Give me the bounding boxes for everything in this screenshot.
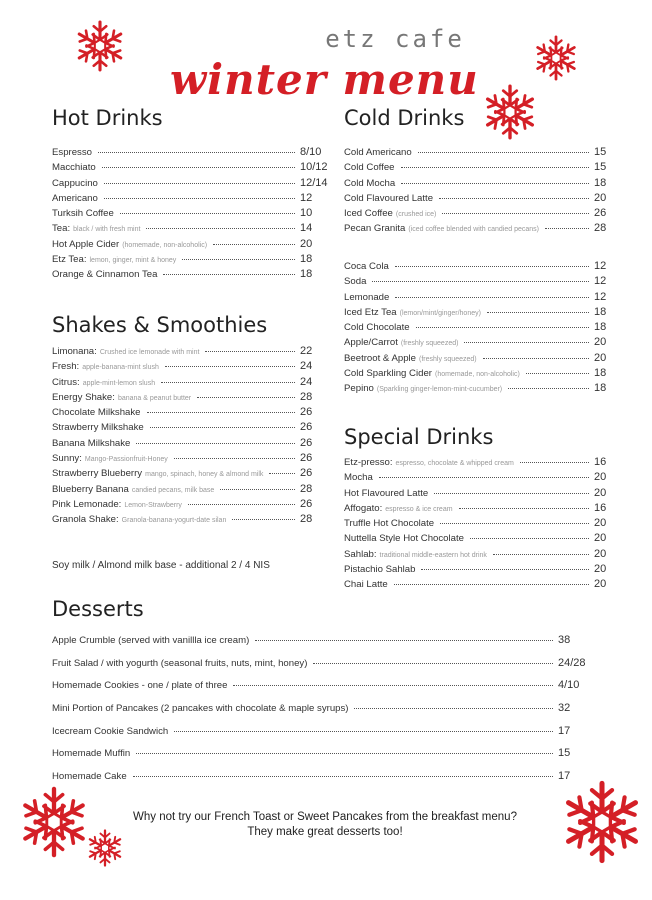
item-price: 24 (300, 360, 313, 373)
dotted-leader (470, 538, 589, 539)
item-name: Chocolate Milkshake (52, 407, 141, 419)
item-note: apple-mint-lemon slush (82, 379, 156, 387)
menu-item (344, 177, 618, 192)
item-name: Blueberry Banana (52, 483, 129, 495)
item-name: Pink Lemonade: (52, 498, 122, 510)
item-price: 14 (300, 222, 313, 235)
dotted-leader (313, 663, 553, 664)
item-name: Etz-presso: (344, 457, 393, 468)
item-note: Mango-Passionfruit-Honey (84, 456, 168, 464)
menu-item (52, 360, 324, 375)
item-price: 26 (300, 421, 313, 434)
menu-item (344, 382, 618, 397)
menu-item (52, 192, 324, 207)
special-drinks-heading: Special Drinks (344, 425, 494, 449)
menu-item (344, 487, 618, 502)
item-price: 20 (594, 486, 607, 499)
menu-item (344, 532, 618, 547)
item-name: Mocha (344, 472, 373, 484)
dotted-leader (120, 213, 295, 214)
item-note: (homemade, non-alcoholic) (434, 371, 520, 379)
item-name: Cold Mocha (344, 177, 396, 189)
item-note: banana & peanut butter (117, 394, 192, 402)
item-name: Pistachio Sahlab (344, 564, 416, 576)
item-note: apple-banana-mint slush (82, 364, 159, 372)
item-price: 15 (558, 747, 571, 760)
dotted-leader (146, 228, 295, 229)
dotted-leader (150, 427, 295, 428)
dotted-leader (232, 519, 295, 520)
menu-title: winter menu (170, 55, 479, 104)
menu-item (344, 367, 618, 382)
item-name: Coca Cola (344, 261, 389, 272)
dotted-leader (545, 228, 589, 229)
item-price: 12/14 (300, 176, 328, 189)
item-name: Pecan Granita (344, 223, 406, 235)
hot-drinks-heading: Hot Drinks (52, 106, 163, 130)
item-name: Etz Tea: (52, 254, 87, 266)
dotted-leader (205, 351, 295, 352)
menu-item (344, 502, 618, 517)
dotted-leader (102, 167, 295, 168)
menu-item (52, 268, 324, 283)
dotted-leader (161, 382, 295, 383)
menu-item (52, 437, 324, 452)
menu-item (344, 517, 618, 532)
milk-footnote: Soy milk / Almond milk base - additional 2 / 4 NIS (52, 560, 270, 571)
item-name: Homemade Cake (52, 771, 127, 783)
menu-item (52, 498, 324, 513)
item-price: 12 (594, 290, 607, 303)
item-note: Granola-banana-yogurt-date silan (121, 517, 227, 525)
dotted-leader (394, 584, 589, 585)
item-name: Lemonade (344, 291, 390, 303)
item-name: Fruit Salad / with yogurth (seasonal fruits, nuts, mint, honey) (52, 657, 308, 669)
item-price: 20 (594, 563, 607, 576)
item-price: 20 (594, 351, 607, 364)
menu-item (52, 483, 324, 498)
item-price: 20 (300, 237, 313, 250)
item-name: Orange & Cinnamon Tea (52, 269, 158, 281)
dotted-leader (255, 640, 553, 641)
item-name: Americano (52, 192, 98, 204)
menu-item (52, 376, 324, 391)
item-price: 12 (594, 275, 607, 288)
item-name: Affogato: (344, 502, 383, 514)
item-name: Mini Portion of Pancakes (2 pancakes with chocolate & maple syrups) (52, 703, 349, 715)
dotted-leader (220, 489, 295, 490)
dotted-leader (372, 281, 589, 282)
dotted-leader (464, 342, 589, 343)
item-price: 26 (300, 406, 313, 419)
snowflake-icon (482, 84, 538, 140)
item-price: 18 (594, 382, 607, 395)
menu-item (52, 391, 324, 406)
dotted-leader (104, 183, 295, 184)
menu-item (344, 456, 618, 471)
dotted-leader (459, 508, 589, 509)
item-price: 18 (300, 253, 313, 266)
dotted-leader (421, 569, 589, 570)
item-name: Citrus: (52, 376, 80, 388)
item-price: 15 (594, 161, 607, 174)
item-name: Hot Apple Cider (52, 238, 120, 250)
item-price: 32 (558, 702, 571, 715)
dotted-leader (182, 259, 295, 260)
cafe-name: etz cafe (325, 25, 465, 53)
item-name: Truffle Hot Chocolate (344, 518, 435, 530)
dotted-leader (440, 523, 589, 524)
item-name: Beetroot & Apple (344, 352, 417, 364)
menu-item (52, 679, 592, 702)
item-name: Macchiato (52, 162, 96, 174)
item-price: 17 (558, 724, 571, 737)
item-name: Nuttella Style Hot Chocolate (344, 533, 464, 545)
dotted-leader (98, 152, 295, 153)
item-price: 20 (594, 532, 607, 545)
snowflake-icon (74, 20, 126, 72)
menu-item (344, 207, 618, 222)
menu-item (52, 725, 592, 748)
dotted-leader (163, 274, 295, 275)
item-price: 18 (594, 176, 607, 189)
menu-item (52, 176, 328, 192)
item-price: 26 (594, 207, 607, 220)
item-note: (lemon/mint/ginger/honey) (399, 309, 481, 317)
item-price: 20 (594, 547, 607, 560)
item-note: (iced coffee blended with candied pecans) (408, 226, 539, 234)
item-name: Cold Chocolate (344, 322, 410, 334)
menu-item (52, 345, 324, 360)
menu-item (344, 192, 618, 207)
item-price: 28 (300, 513, 313, 526)
item-note: espresso & ice cream (385, 505, 453, 513)
dotted-leader (508, 388, 589, 389)
shakes-list (52, 345, 324, 529)
menu-item (344, 146, 618, 161)
item-price: 28 (300, 482, 313, 495)
shakes-heading: Shakes & Smoothies (52, 313, 268, 337)
item-price: 12 (300, 191, 313, 204)
item-note: lemon, ginger, mint & honey (89, 257, 177, 265)
item-name: Sahlab: (344, 548, 377, 560)
item-price: 18 (594, 305, 607, 318)
menu-item (52, 222, 324, 237)
dotted-leader (213, 244, 295, 245)
menu-item (52, 747, 592, 770)
menu-item (344, 275, 618, 290)
special-drinks-list (344, 456, 618, 594)
menu-item (344, 306, 618, 321)
item-price: 4/10 (558, 679, 580, 692)
dotted-leader (269, 473, 295, 474)
item-name: Cappucino (52, 177, 98, 189)
item-name: Soda (344, 276, 367, 288)
dotted-leader (136, 753, 553, 754)
dotted-leader (379, 477, 589, 478)
dotted-leader (416, 327, 589, 328)
item-price: 20 (594, 517, 607, 530)
item-price: 26 (300, 467, 313, 480)
item-price: 26 (300, 452, 313, 465)
item-price: 15 (594, 146, 607, 158)
menu-item (344, 260, 618, 275)
menu-item (344, 222, 618, 237)
menu-item (52, 253, 324, 268)
snowflake-icon (86, 829, 124, 867)
dotted-leader (133, 776, 553, 777)
item-note: (freshly squeezed) (400, 340, 459, 348)
item-name: Limonana: (52, 346, 97, 357)
item-name: Cold Coffee (344, 162, 395, 174)
item-name: Granola Shake: (52, 514, 119, 526)
menu-item (52, 634, 592, 657)
item-name: Homemade Cookies - one / plate of three (52, 680, 228, 692)
menu-item (52, 421, 324, 436)
menu-item (52, 770, 592, 793)
dotted-leader (174, 731, 553, 732)
dotted-leader (165, 366, 295, 367)
item-name: Cold Flavoured Latte (344, 192, 434, 204)
item-note: candied pecans, milk base (131, 486, 215, 494)
item-price: 20 (594, 578, 607, 591)
item-price: 16 (594, 501, 607, 514)
item-note: (Sparkling ginger-lemon-mint-cucumber) (376, 386, 503, 394)
dotted-leader (520, 462, 589, 463)
item-name: Energy Shake: (52, 391, 115, 403)
dotted-leader (434, 493, 589, 494)
footer-line-2: They make great desserts too! (247, 826, 403, 838)
item-price: 26 (300, 497, 313, 510)
dotted-leader (493, 554, 589, 555)
dotted-leader (487, 312, 589, 313)
item-name: Banana Milkshake (52, 437, 131, 449)
dotted-leader (483, 358, 589, 359)
item-name: Chai Latte (344, 579, 388, 591)
item-name: Cold Sparkling Cider (344, 368, 432, 380)
dotted-leader (233, 685, 553, 686)
menu-item (52, 406, 324, 421)
item-price: 12 (594, 260, 607, 272)
menu-item (52, 238, 324, 253)
menu-item (52, 657, 592, 680)
item-price: 24/28 (558, 656, 586, 669)
footer-note (60, 810, 590, 840)
menu-item (52, 702, 592, 725)
item-note: (crushed ice) (395, 211, 437, 219)
item-price: 20 (594, 336, 607, 349)
dotted-leader (526, 373, 589, 374)
menu-item (344, 578, 618, 593)
cold-drinks-list (344, 146, 618, 238)
dotted-leader (401, 167, 590, 168)
item-price: 28 (594, 222, 607, 235)
item-name: Pepino (344, 383, 374, 395)
item-note: Lemon-Strawberry (124, 501, 182, 509)
dotted-leader (136, 443, 295, 444)
item-note: (homemade, non-alcoholic) (122, 241, 208, 249)
item-note: traditional middle-eastern hot drink (379, 551, 487, 559)
item-name: Strawberry Milkshake (52, 422, 144, 434)
dotted-leader (401, 183, 589, 184)
dotted-leader (354, 708, 553, 709)
menu-item (52, 452, 324, 467)
item-price: 18 (594, 367, 607, 380)
dotted-leader (174, 458, 295, 459)
item-price: 26 (300, 436, 313, 449)
item-note: espresso, chocolate & whipped cream (395, 460, 514, 467)
item-price: 20 (594, 471, 607, 484)
dotted-leader (188, 504, 295, 505)
item-name: Fresh: (52, 361, 80, 373)
item-price: 22 (300, 345, 313, 357)
menu-item (52, 146, 324, 161)
item-name: Sunny: (52, 453, 82, 465)
item-name: Turksih Coffee (52, 208, 114, 220)
item-price: 20 (594, 191, 607, 204)
menu-item (52, 513, 324, 528)
item-name: Espresso (52, 147, 92, 158)
item-note: Crushed ice lemonade with mint (99, 349, 200, 356)
cold-drinks-heading: Cold Drinks (344, 106, 465, 130)
menu-item (344, 352, 618, 367)
item-price: 18 (300, 268, 313, 281)
soft-drinks-list (344, 260, 618, 398)
item-price: 10 (300, 207, 313, 220)
snowflake-icon (18, 786, 90, 858)
snowflake-icon (560, 780, 644, 864)
dotted-leader (395, 297, 589, 298)
menu-item (344, 321, 618, 336)
item-name: Iced Etz Tea (344, 306, 397, 318)
item-name: Tea: (52, 223, 71, 235)
snowflake-icon (533, 35, 579, 81)
menu-item (52, 467, 324, 482)
dotted-leader (104, 198, 295, 199)
dotted-leader (418, 152, 589, 153)
item-note: mango, spinach, honey & almond milk (145, 471, 264, 479)
dotted-leader (197, 397, 295, 398)
item-note: (freshly squeezed) (419, 355, 477, 363)
item-name: Hot Flavoured Latte (344, 487, 429, 499)
footer-line-1: Why not try our French Toast or Sweet Pancakes from the breakfast menu? (133, 811, 517, 823)
item-price: 38 (558, 634, 571, 646)
item-name: Apple/Carrot (344, 337, 398, 349)
menu-item (344, 336, 618, 351)
menu-item (52, 161, 328, 176)
item-price: 16 (594, 456, 607, 468)
dotted-leader (147, 412, 295, 413)
menu-item (344, 471, 618, 486)
menu-item (52, 207, 324, 222)
item-price: 28 (300, 390, 313, 403)
item-price: 8/10 (300, 146, 322, 158)
desserts-heading: Desserts (52, 597, 144, 621)
item-note: black / with fresh mint (73, 226, 141, 234)
item-name: Cold Americano (344, 147, 412, 158)
item-price: 18 (594, 321, 607, 334)
desserts-list (52, 634, 592, 793)
item-name: Homemade Muffin (52, 748, 131, 760)
item-name: Iced Coffee (344, 208, 393, 220)
menu-item (344, 548, 618, 563)
dotted-leader (395, 266, 589, 267)
item-name: Icecream Cookie Sandwich (52, 725, 169, 737)
item-price: 24 (300, 375, 313, 388)
menu-item (344, 563, 618, 578)
dotted-leader (439, 198, 589, 199)
item-name: Apple Crumble (served with vanillla ice cream) (52, 635, 250, 646)
item-name: Strawberry Blueberry (52, 468, 143, 480)
hot-drinks-list (52, 146, 328, 284)
item-price: 10/12 (300, 161, 328, 174)
menu-item (344, 291, 618, 306)
menu-item (344, 161, 618, 176)
dotted-leader (442, 213, 589, 214)
item-price: 17 (558, 770, 571, 783)
